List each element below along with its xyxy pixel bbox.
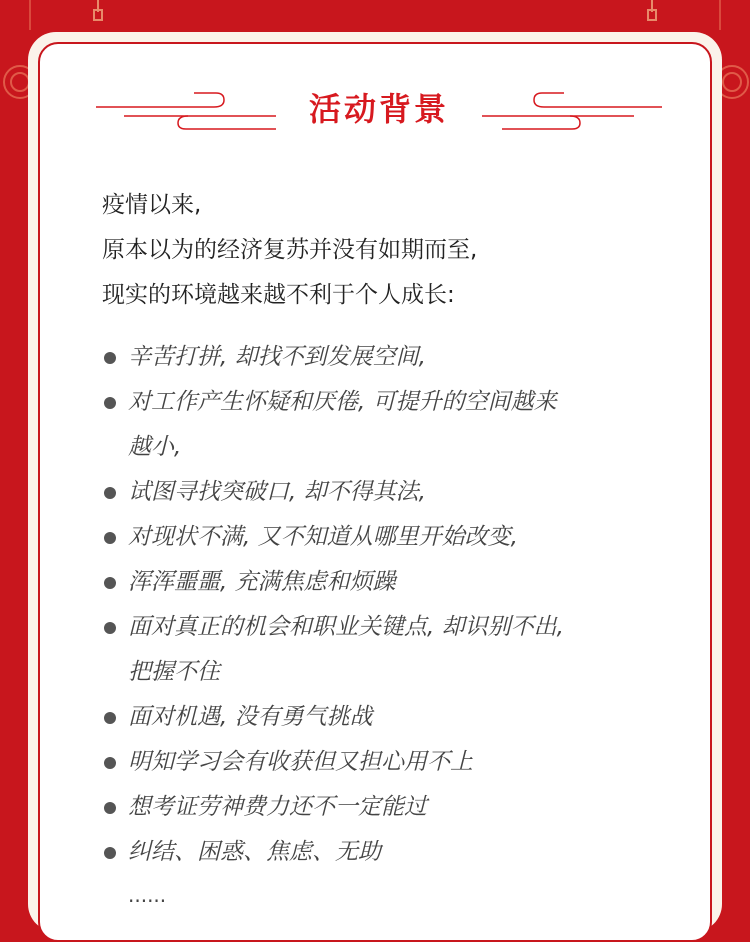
intro-line: 原本以为的经济复苏并没有如期而至, [102, 237, 478, 263]
ellipsis: ...... [128, 883, 167, 907]
intro-line: 疫情以来, [102, 192, 202, 218]
pain-point-list [104, 335, 674, 915]
bullet-icon [104, 847, 116, 859]
page-title: 活动背景 [308, 90, 449, 128]
intro-paragraph [102, 183, 662, 318]
bullet-icon [104, 577, 116, 589]
list-item: 面对机遇, 没有勇气挑战 [104, 695, 674, 740]
list-item: 纠结、困惑、焦虑、无助 [104, 830, 674, 875]
list-item: 明知学习会有收获但又担心用不上 [104, 740, 674, 785]
list-item: 对工作产生怀疑和厌倦, 可提升的空间越来 越小, [104, 380, 674, 470]
bullet-icon [104, 352, 116, 364]
side-lines [30, 0, 720, 30]
bullet-icon [104, 712, 116, 724]
bullet-icon [104, 757, 116, 769]
section-header [96, 82, 662, 132]
bullet-icon [104, 532, 116, 544]
list-item: 辛苦打拼, 却找不到发展空间, [104, 335, 674, 380]
cloud-ornament-right [482, 82, 662, 132]
bullet-icon [104, 397, 116, 409]
list-item: 面对真正的机会和职业关键点, 却识别不出, 把握不住 [104, 605, 674, 695]
bullet-icon [104, 487, 116, 499]
list-item: 对现状不满, 又不知道从哪里开始改变, [104, 515, 674, 560]
list-item: 想考证劳神费力还不一定能过 [104, 785, 674, 830]
list-item: 试图寻找突破口, 却不得其法, [104, 470, 674, 515]
bullet-icon [104, 802, 116, 814]
intro-line: 现实的环境越来越不利于个人成长: [102, 282, 455, 308]
bullet-icon [104, 622, 116, 634]
lantern-icon [94, 0, 656, 20]
list-item: 浑浑噩噩, 充满焦虑和烦躁 [104, 560, 674, 605]
